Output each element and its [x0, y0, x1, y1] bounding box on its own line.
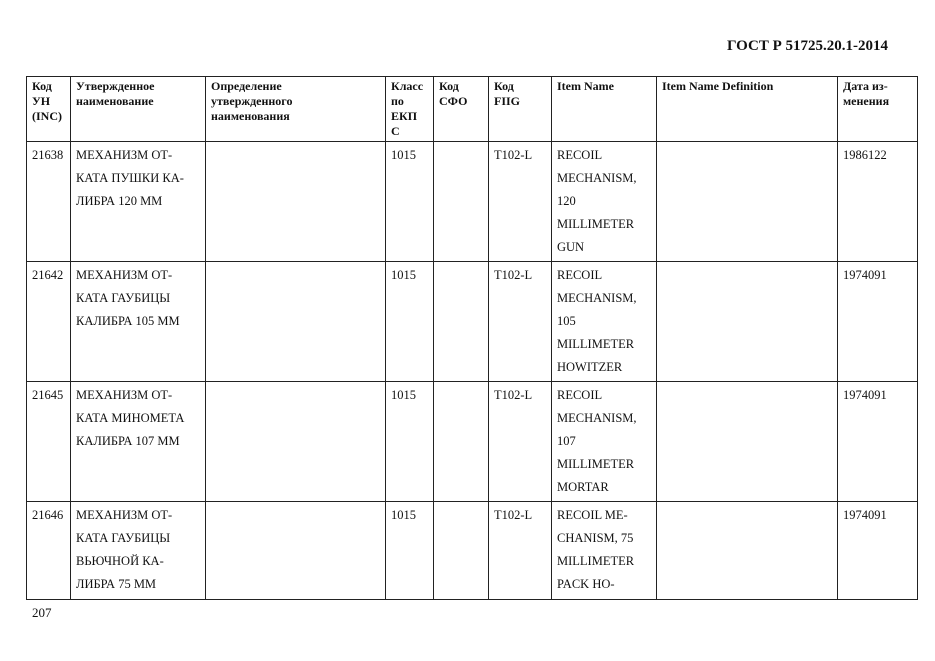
cell-name: МЕХАНИЗМ ОТ- КАТА ПУШКИ КА- ЛИБРА 120 ММ	[71, 142, 206, 262]
cell-fiig: T102-L	[489, 382, 552, 502]
cell-sfo	[434, 502, 489, 600]
cell-sfo	[434, 382, 489, 502]
cell-definition	[206, 142, 386, 262]
table-row	[27, 262, 918, 382]
cell-sfo	[434, 142, 489, 262]
cell-definition	[206, 502, 386, 600]
cell-fiig: T102-L	[489, 262, 552, 382]
cell-item-definition	[657, 382, 838, 502]
cell-code: 21642	[27, 262, 71, 382]
cell-name: МЕХАНИЗМ ОТ- КАТА ГАУБИЦЫ ВЬЮЧНОЙ КА- ЛИБРА 75 ММ	[71, 502, 206, 600]
cell-item-definition	[657, 502, 838, 600]
cell-date: 1986122	[838, 142, 918, 262]
col-header-name: Утвержденное наименование	[71, 77, 206, 142]
cell-class: 1015	[386, 262, 434, 382]
items-table	[26, 76, 918, 600]
col-header-item-definition: Item Name Definition	[657, 77, 838, 142]
cell-item-name: RECOIL ME- CHANISM, 75 MILLIMETER PACK HO-	[552, 502, 657, 600]
cell-definition	[206, 382, 386, 502]
col-header-sfo: Код СФО	[434, 77, 489, 142]
col-header-definition: Определение утвержденного наименования	[206, 77, 386, 142]
table-row	[27, 502, 918, 600]
table-row	[27, 382, 918, 502]
col-header-date: Дата из- менения	[838, 77, 918, 142]
cell-class: 1015	[386, 502, 434, 600]
document-code: ГОСТ Р 51725.20.1-2014	[726, 38, 888, 54]
col-header-code: Код УН (INC)	[27, 77, 71, 142]
cell-date: 1974091	[838, 502, 918, 600]
col-header-class: Класс по ЕКП С	[386, 77, 434, 142]
cell-name: МЕХАНИЗМ ОТ- КАТА ГАУБИЦЫ КАЛИБРА 105 ММ	[71, 262, 206, 382]
cell-fiig: T102-L	[489, 502, 552, 600]
cell-item-name: RECOIL MECHANISM, 107 MILLIMETER MORTAR	[552, 382, 657, 502]
page-number: 207	[32, 605, 52, 620]
col-header-fiig: Код FIIG	[489, 77, 552, 142]
cell-date: 1974091	[838, 262, 918, 382]
cell-item-definition	[657, 142, 838, 262]
cell-item-name: RECOIL MECHANISM, 105 MILLIMETER HOWITZER	[552, 262, 657, 382]
cell-class: 1015	[386, 142, 434, 262]
cell-sfo	[434, 262, 489, 382]
cell-fiig: T102-L	[489, 142, 552, 262]
cell-item-definition	[657, 262, 838, 382]
table-header-row	[27, 77, 918, 142]
cell-class: 1015	[386, 382, 434, 502]
cell-name: МЕХАНИЗМ ОТ- КАТА МИНОМЕТА КАЛИБРА 107 ММ	[71, 382, 206, 502]
cell-code: 21645	[27, 382, 71, 502]
cell-date: 1974091	[838, 382, 918, 502]
cell-code: 21638	[27, 142, 71, 262]
cell-item-name: RECOIL MECHANISM, 120 MILLIMETER GUN	[552, 142, 657, 262]
cell-definition	[206, 262, 386, 382]
col-header-item-name: Item Name	[552, 77, 657, 142]
cell-code: 21646	[27, 502, 71, 600]
table-row	[27, 142, 918, 262]
